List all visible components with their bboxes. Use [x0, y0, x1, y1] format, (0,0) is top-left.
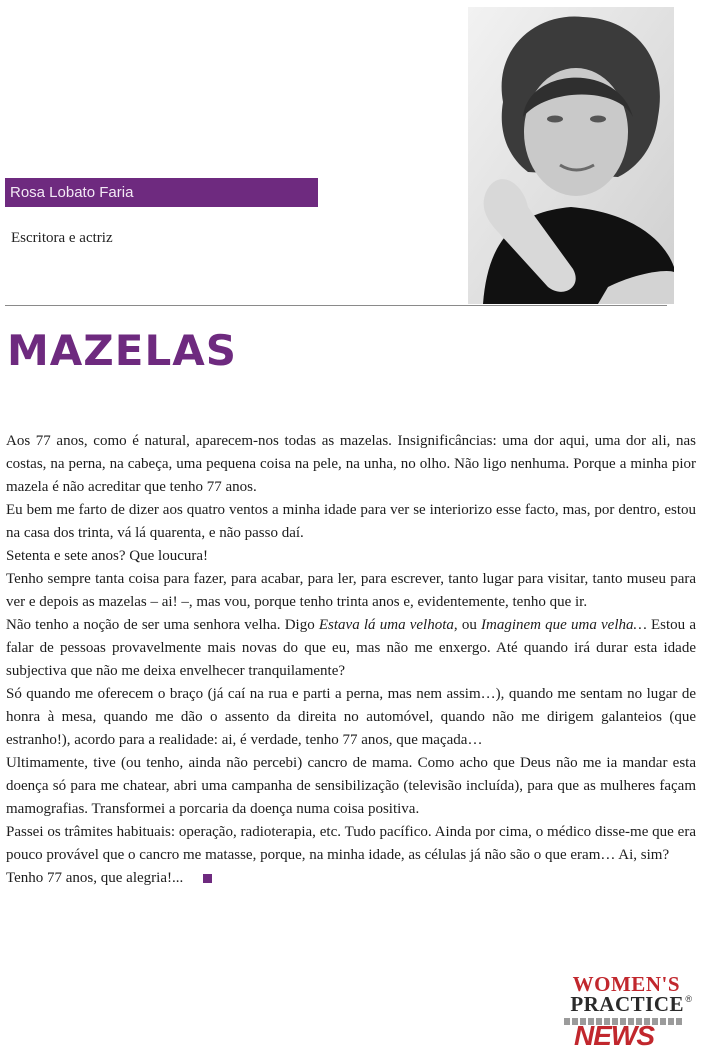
author-name-banner: [5, 178, 318, 207]
paragraph-text: Não tenho a noção de ser uma senhora velha. Digo: [6, 617, 319, 633]
paragraph: Setenta e sete anos? Que loucura!: [6, 548, 208, 564]
header-divider: [5, 305, 667, 306]
paragraph-text: Estou a falar de pessoas provavelmente mais novas do que eu, mas não me enxergo. Até quando irá durar esta idade subjectiva que não me deixa envelhecer tranquilamente?: [6, 617, 697, 679]
logo-practice: PRACTICE: [570, 992, 684, 1016]
paragraph: Tenho sempre tanta coisa para fazer, para acabar, para ler, para escrever, tanto lugar para visitar, tanto museu para ver e depois as mazelas – ai! –, mas vou, porque tenho trinta anos e, evidentemente, tenho que ir.: [6, 571, 696, 610]
paragraph: Aos 77 anos, como é natural, aparecem-nos todas as mazelas. Insignificâncias: uma dor aqui, uma dor ali, nas costas, na perna, na cabeça, uma pequena coisa na pele, na unha, no olho. Não ligo nenhuma. Porque a minha pior mazela é não acreditar que tenho 77 anos.: [6, 433, 696, 495]
italic-quote: Estava lá uma velhota: [318, 617, 454, 633]
paragraph: Passei os trâmites habituais: operação, radioterapia, etc. Tudo pacífico. Ainda por cima, o médico disse-me que era pouco provável que o cancro me matasse, porque, na minha idade, as células já não são o que eram… Ai, sim?: [6, 824, 696, 863]
paragraph-text: , ou: [453, 617, 481, 633]
paragraph: Ultimamente, tive (ou tenho, ainda não percebi) cancro de mama. Como acho que Deus não me ia mandar esta doença só para me chatear, abri uma campanha de sensibilização (televisão incluída), para que as mulheres façam mamografias. Transformei a porcaria da doença numa coisa positiva.: [6, 755, 696, 817]
logo-news: NEWS: [574, 1020, 654, 1051]
logo-registered-mark: ®: [685, 994, 692, 1004]
italic-quote: Imaginem que uma velha…: [481, 617, 647, 633]
womens-practice-news-logo: [558, 972, 698, 1056]
article-body: [6, 430, 696, 890]
paragraph: Eu bem me farto de dizer aos quatro ventos a minha idade para ver se interiorizo esse facto, mas, por dentro, estou na casa dos trinta, vá lá quarenta, e não passo daí.: [6, 502, 696, 541]
paragraph: Só quando me oferecem o braço (já caí na rua e parti a perna, mas nem assim…), quando me sentam no lugar de honra à mesa, quando me dão o assento da direita no automóvel, quando não me dirigem galanteios (que estranho!), acordo para a realidade: ai, é verdade, tenho 77 anos, que maçada…: [6, 686, 696, 748]
article-title: MAZELAS: [7, 326, 237, 375]
closing-text: Tenho 77 anos, que alegria!...: [6, 870, 184, 886]
logo-womens: WOMEN'S: [572, 972, 680, 996]
closing-line: [6, 867, 696, 890]
author-name: Rosa Lobato Faria: [10, 184, 134, 201]
end-of-article-mark: [203, 874, 212, 883]
author-role: Escritora e actriz: [11, 230, 113, 246]
paragraph: [6, 614, 696, 683]
author-portrait-photo: [468, 7, 674, 304]
